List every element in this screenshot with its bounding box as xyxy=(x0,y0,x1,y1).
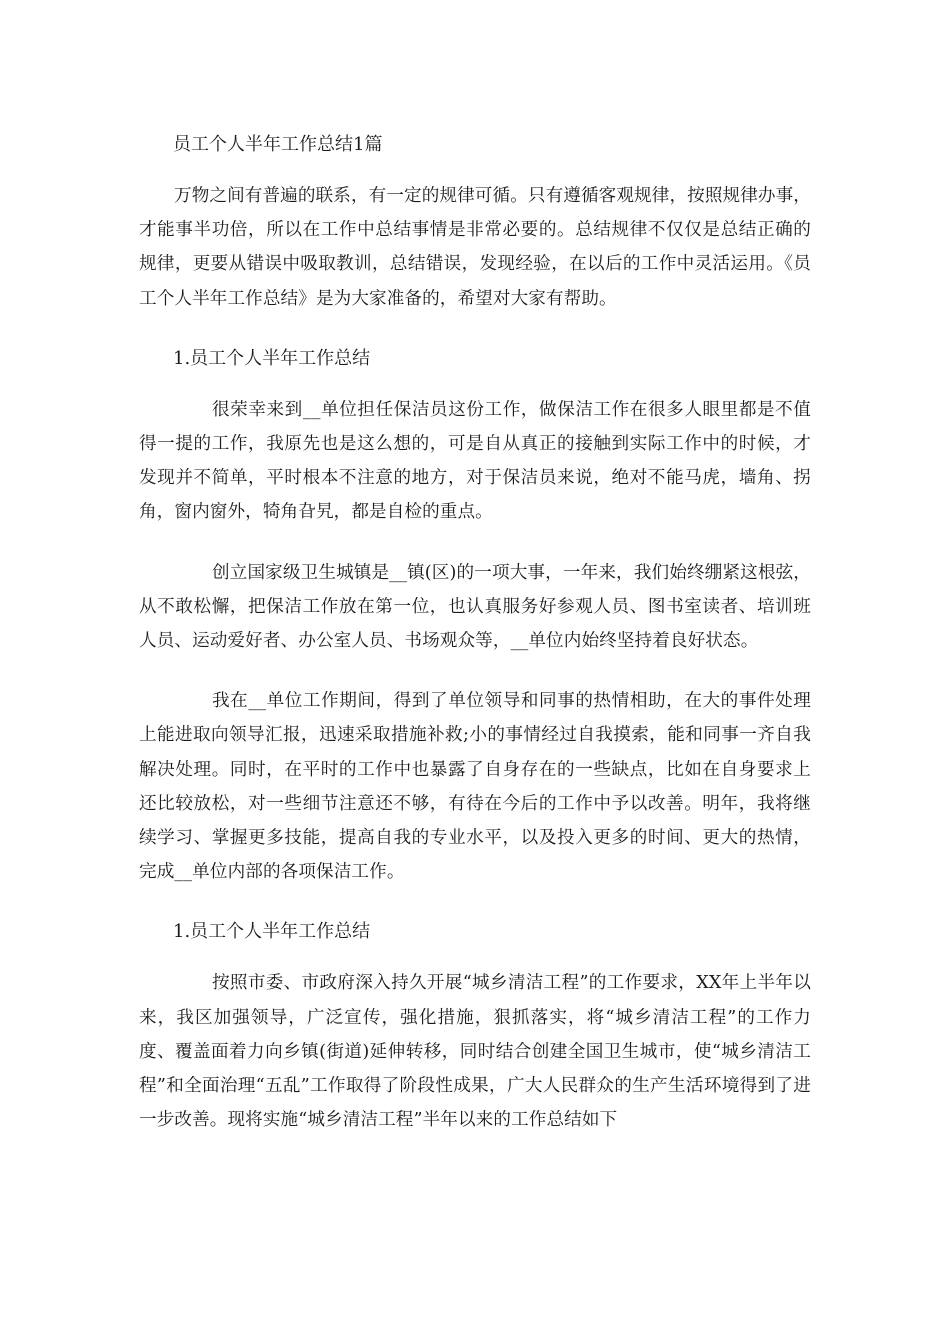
section-heading: 1.员工个人半年工作总结 xyxy=(173,921,371,943)
section-paragraph: 我在__单位工作期间，得到了单位领导和同事的热情相助，在大的事件处理上能进取向领导汇报，迅速采取措施补救;小的事情经过自我摸索，能和同事一齐自我解决处理。同时，在平时的工作中也暴露了自身存在的一些缺点，比如在自身要求上还比较放松，对一些细节注意还不够，有待在今后的工作中予以改善。明年，我将继续学习、掌握更多技能，提高自我的专业水平，以及投入更多的时间、更大的热情，完成__单位内部的各项保洁工作。 xyxy=(139,691,811,883)
section-paragraph: 创立国家级卫生城镇是__镇(区)的一项大事，一年来，我们始终绷紧这根弦，从不敢松懈，把保洁工作放在第一位，也认真服务好参观人员、图书室读者、培训班人员、运动爱好者、办公室人员、书场观众等，__单位内始终坚持着良好状态。 xyxy=(139,562,811,652)
document-title: 员工个人半年工作总结1篇 xyxy=(173,134,383,155)
intro-paragraph: 万物之间有普遍的联系，有一定的规律可循。只有遵循客观规律，按照规律办事，才能事半功倍，所以在工作中总结事情是非常必要的。总结规律不仅仅是总结正确的规律，更要从错误中吸取教训，总结错误，发现经验，在以后的工作中灵活运用。《员工个人半年工作总结》是为大家准备的，希望对大家有帮助。 xyxy=(139,186,811,309)
section-paragraph: 按照市委、市政府深入持久开展“城乡清洁工程”的工作要求，XX年上半年以来，我区加强领导，广泛宣传，强化措施，狠抓落实，将“城乡清洁工程”的工作力度、覆盖面着力向乡镇(街道)延伸转移，同时结合创建全国卫生城市，使“城乡清洁工程”和全面治理“五乱”工作取得了阶段性成果，广大人民群众的生产生活环境得到了进一步改善。现将实施“城乡清洁工程”半年以来的工作总结如下 xyxy=(139,973,811,1131)
section-paragraph: 很荣幸来到__单位担任保洁员这份工作，做保洁工作在很多人眼里都是不值得一提的工作，我原先也是这么想的，可是自从真正的接触到实际工作中的时候，才发现并不简单，平时根本不注意的地方，对于保洁员来说，绝对不能马虎，墙角、拐角，窗内窗外，犄角旮旯，都是自检的重点。 xyxy=(139,399,811,523)
section-heading: 1.员工个人半年工作总结 xyxy=(173,347,371,369)
document-page xyxy=(139,128,811,1137)
